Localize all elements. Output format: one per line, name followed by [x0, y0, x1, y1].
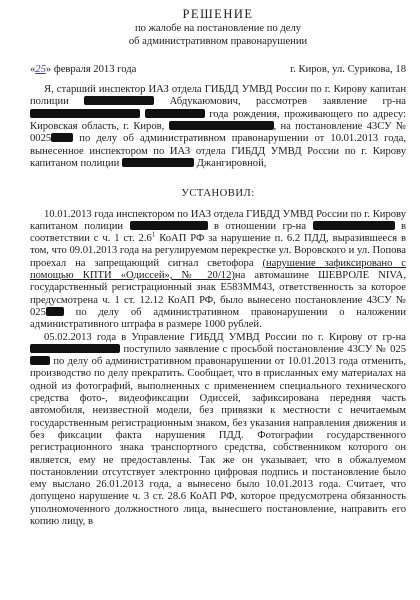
- body-text-1: 10.01.2013 года инспектором по ИАЗ отдела ГИБДД УМВД России по г. Кирову капитаном полиции: [30, 208, 406, 232]
- body-text-2: в отношении гр-на: [213, 220, 307, 232]
- redaction-block: [130, 221, 208, 230]
- body-paragraph-1: [30, 209, 406, 332]
- redaction-block: [51, 133, 73, 142]
- intro-text-2: Абдукаюмович, рассмотрев заявление гр-на: [169, 96, 406, 108]
- redaction-block: [30, 109, 140, 118]
- body-text-8: поступило заявление с просьбой постановление 43СУ № 025: [123, 343, 406, 355]
- date-day-handwritten: 25: [35, 63, 46, 75]
- redaction-block: [313, 221, 395, 230]
- redaction-block: [30, 344, 120, 353]
- body-text-underlined: (нарушение зафиксировано с помощью КПТИ «Одиссей», № 20/12): [30, 257, 406, 282]
- body-text-4: КоАП РФ за нарушение п. 6.2 ПДД, выразившееся в том, что 09.01.2013 года на регулируемом перекрестке ул. Воровского и ул. Попова проехал на запрещающий сигнал светофора: [30, 233, 406, 269]
- date-quote-close: »: [45, 63, 52, 75]
- redaction-block: [169, 121, 274, 130]
- body-text-5: на автомашине ШЕВРОЛЕ NIVA, государственный регистрационный знак Е583ММ43, ответственность за которое предусмотрена ч. 1 ст. 12.12 КоАП РФ, было вынесено постановление 43СУ № 025: [30, 270, 406, 318]
- intro-text-4: , на постановление 43СУ № 0025: [30, 121, 407, 145]
- intro-text-6: Джангировной,: [196, 157, 267, 169]
- intro-text-5: по делу об административном правонарушении от 10.01.2013 года, вынесенное инспектором по ИАЗ отдела ГИБДД УМВД России по г. Кирову капитаном полиции: [30, 133, 406, 169]
- document-subtitle-line-2: об административном правонарушении: [128, 35, 308, 47]
- redaction-block: [46, 307, 64, 316]
- body-text-9: по делу об административном правонарушении от 10.01.2013 года отменить, производство по делу прекратить. Сообщает, что в присланных ему материалах на одной из фотографий, выполненных с применением специального технического средства фото-, видеофиксации Одиссей, зафиксирована передняя часть автомобиля, неизвестной модели, без привязки к местности с нечитаемым государственным регистрационным знаком, без указания направления движения и без фиксации факта нарушения ПДД. Фотографии государственного регистрационного знака транспортного средства, собственником которого он является, ему не предоставлены. Так же он указывает, что в обжалуемом постановлении отсутствует электронно цифровая подпись и постановление было ему выслано 26.01.2013 года, а вынесено было 10.01.2013 года. Считает, что допущено нарушение ч. 3 ст. 28.6 КоАП РФ, которое предусмотрена обязанность уполномоченного должностного лица, вынесшего постановление, направить его копию лицу, в: [30, 356, 406, 527]
- body-text-7: 05.02.2013 года в Управление ГИБДД УМВД России по г. Кирову от гр-на: [44, 331, 406, 343]
- intro-text-1: Я, старший инспектор ИАЗ отдела ГИБДД УМВД России по г. Кирову капитан полиции: [30, 84, 406, 108]
- intro-paragraph: [30, 84, 406, 170]
- document-title: РЕШЕНИЕ: [182, 7, 254, 21]
- section-heading-established: УСТАНОВИЛ:: [181, 188, 255, 200]
- redaction-block: [30, 356, 50, 365]
- body-paragraph-2: [30, 332, 406, 529]
- body-text-6: по делу об административном правонарушении о наложении административного штрафа в размере 1000 рублей.: [30, 306, 406, 331]
- date-and-place-line: [30, 64, 406, 76]
- date-month-year: февраля 2013 года: [53, 63, 137, 75]
- body-text-3: в соответствии с ч. 1 ст. 2.6: [30, 220, 406, 245]
- intro-text-3: года рождения, проживающего по адресу: Кировская область, г. Киров,: [30, 108, 406, 133]
- decision-date: [30, 64, 136, 76]
- body-superscript: 1: [151, 230, 156, 239]
- redaction-block: [122, 158, 194, 167]
- date-quote-open: «: [30, 63, 36, 75]
- decision-place: г. Киров, ул. Сурикова, 18: [290, 63, 406, 75]
- redaction-block: [145, 109, 205, 118]
- document-subtitle-line-1: по жалобе на постановление по делу: [134, 23, 302, 35]
- redaction-block: [84, 96, 154, 105]
